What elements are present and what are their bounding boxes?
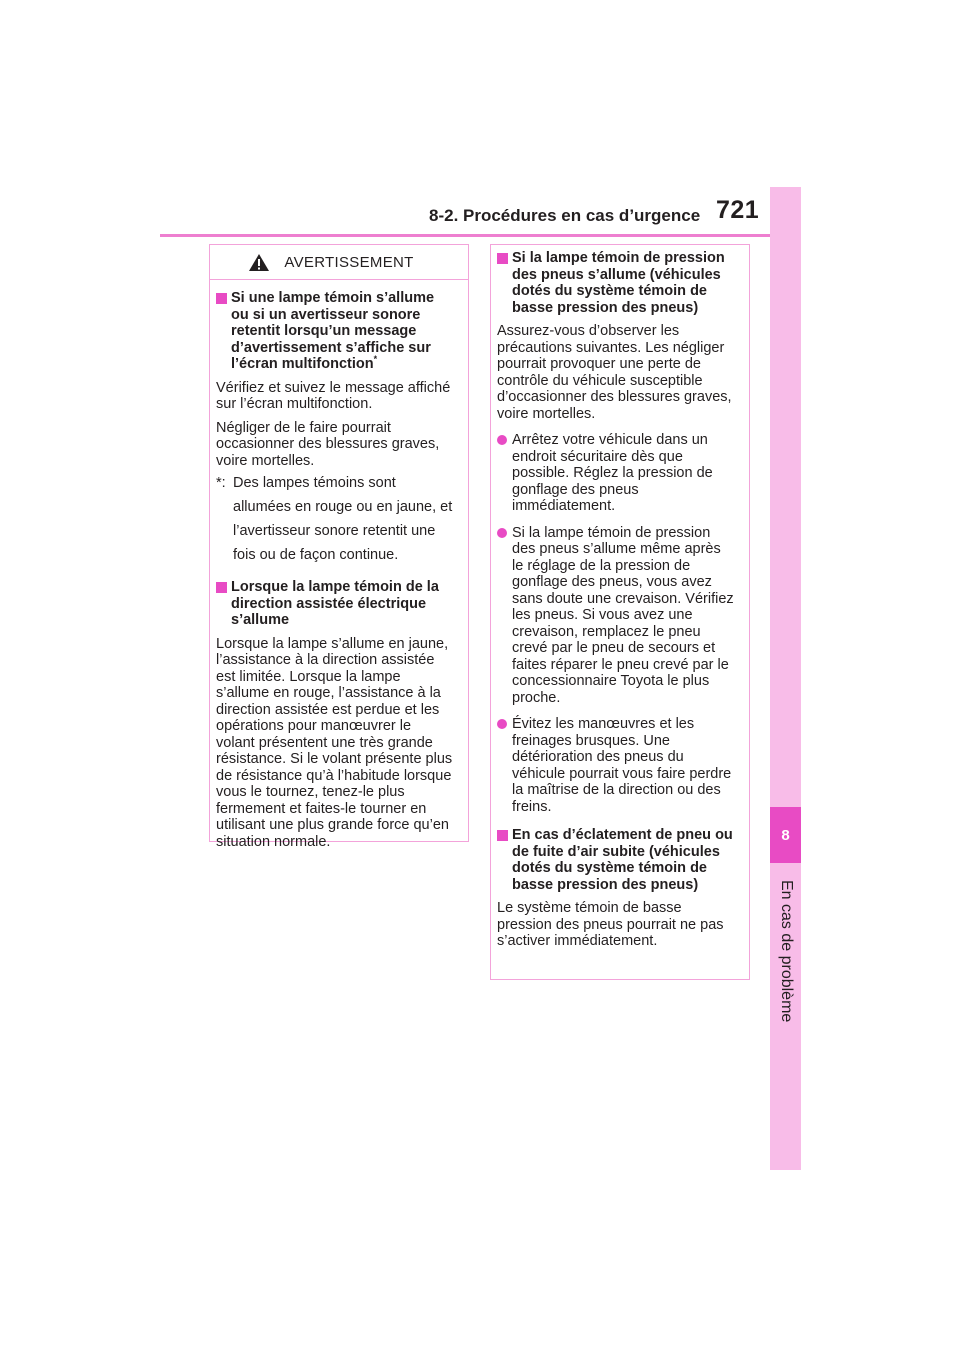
section-title: 8-2. Procédures en cas d’urgence (429, 206, 701, 225)
warning-box (209, 244, 469, 850)
tire-pressure-box (490, 244, 750, 980)
section-heading (497, 250, 734, 316)
section-heading-text: Si la lampe témoin de pression des pneus s’allume (véhicules dotés du système témoin de basse pression des pneus) (512, 250, 725, 316)
square-bullet-icon (497, 253, 508, 264)
paragraph: Le système témoin de basse pression des pneus pourrait ne pas s’activer immédiatement. (497, 900, 724, 949)
chapter-number: 8 (781, 826, 790, 844)
paragraph: Négliger de le faire pourrait occasionner des blessures graves, voire mortelles. (216, 419, 440, 469)
square-bullet-icon (216, 293, 227, 304)
section-heading (497, 827, 734, 893)
square-bullet-icon (497, 830, 508, 841)
round-bullet-icon (497, 435, 507, 445)
paragraph: Assurez-vous d’observer les précautions suivantes. Les négliger pourrait provoquer une perte de contrôle du véhicule susceptible d’occasionner des blessures graves, voire mortelles. (497, 323, 732, 422)
header-divider (160, 234, 770, 237)
paragraph: Vérifiez et suivez le message affiché sur l’écran multifonction. (216, 379, 451, 412)
footnote-label: *: (216, 475, 226, 491)
section-heading-text: En cas d’éclatement de pneu ou de fuite d’air subite (véhicules dotés du système témoin de basse pression des pneus) (512, 827, 733, 893)
square-bullet-icon (216, 582, 227, 593)
warning-triangle-icon (248, 253, 270, 272)
list-item-text: Arrêtez votre véhicule dans un endroit sécuritaire dès que possible. Réglez la pression de gonflage des pneus immédiatement. (512, 432, 713, 514)
list-item-text: Évitez les manœuvres et les freinages brusques. Une détérioration des pneus du véhicule pourrait vous faire perdre la maîtrise de la direction ou des freins. (512, 716, 732, 815)
footnote (216, 471, 453, 567)
warning-title: AVERTISSEMENT (284, 253, 414, 271)
section-heading-text: Si une lampe témoin s’allume ou si un avertisseur sonore retentit lorsqu’un message d’avertissement s’affiche sur l’écran multifonction (231, 290, 435, 372)
page-number: 721 (716, 196, 760, 224)
footnote-mark: * (373, 354, 378, 365)
paragraph: Lorsque la lampe s’allume en jaune, l’assistance à la direction assistée est limitée. Lorsque la lampe s’allume en rouge, l’assistance à la direction assistée est perdue et les opérations pour manœuvrer le volant présentent une très grande résistance. Si le volant présente plus de résistance qu’à l’habitude lorsque vous le tournez, tenez-le plus fermement et faites-le tourner en utilisant une plus grande force qu’en situation normale. (216, 635, 453, 850)
footnote-text: Des lampes témoins sont allumées en rouge ou en jaune, et l’avertisseur sonore retentit une fois ou de façon continue. (233, 475, 453, 563)
chapter-number-badge (770, 807, 801, 863)
warning-header (210, 245, 468, 280)
section-heading (216, 579, 453, 629)
list-item-text: Si la lampe témoin de pression des pneus s’allume même après le réglage de la pression de gonflage des pneus, vous avez sans doute une crevaison. Vérifiez les pneus. Si vous avez une crevaison, remplacez le pneu crevé par le pneu de secours et faites réparer le pneu crevé par le concessionnaire Toyota le plus proche. (512, 524, 734, 706)
list-item (497, 525, 734, 707)
list-item (497, 432, 734, 515)
round-bullet-icon (497, 528, 507, 538)
list-item (497, 716, 734, 815)
chapter-side-strip (770, 187, 801, 1170)
section-heading-text: Lorsque la lampe témoin de la direction assistée électrique s’allume (231, 579, 439, 628)
section-heading (216, 290, 453, 373)
round-bullet-icon (497, 719, 507, 729)
chapter-title: En cas de problème (778, 880, 795, 1023)
